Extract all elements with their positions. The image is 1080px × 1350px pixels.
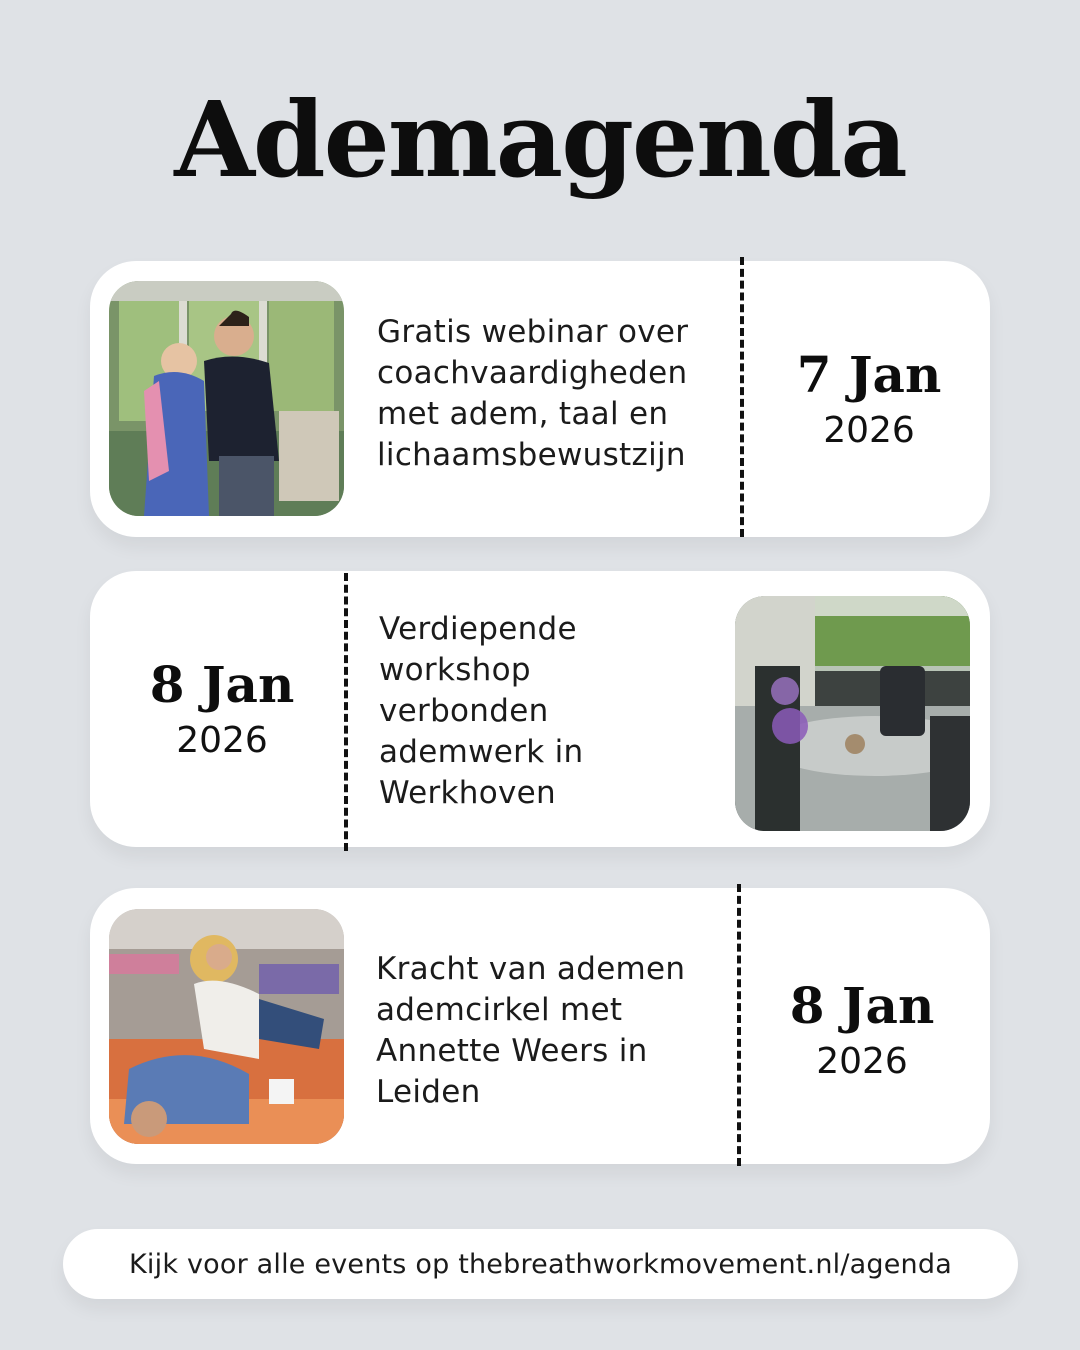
event-date-1: [749, 345, 989, 457]
dashed-divider: [737, 884, 741, 1166]
event-card-3[interactable]: [90, 888, 990, 1164]
event-card-1[interactable]: [90, 261, 990, 537]
event-photo-1: [109, 281, 344, 516]
event-date-3: [742, 976, 982, 1088]
dashed-divider: [344, 573, 348, 851]
dashed-divider: [740, 257, 744, 537]
date-day: 8 Jan: [789, 976, 935, 1035]
event-description-2: Verdiepende workshop verbonden ademwerk in Werkhoven: [379, 611, 584, 811]
date-year: 2026: [176, 720, 268, 761]
event-card-2[interactable]: [90, 571, 990, 847]
date-year: 2026: [823, 410, 915, 451]
event-description-1: Gratis webinar over coachvaardigheden met adem, taal en lichaamsbewustzijn: [377, 314, 689, 473]
event-photo-3: [109, 909, 344, 1144]
footer-link-banner[interactable]: [63, 1229, 1018, 1299]
event-description-3: Kracht van ademen ademcirkel met Annette Weers in Leiden: [376, 951, 686, 1110]
event-date-2: [102, 655, 342, 767]
page-title: Ademagenda: [174, 78, 906, 201]
footer-text[interactable]: Kijk voor alle events op thebreathworkmovement.nl/agenda: [129, 1248, 952, 1280]
date-day: 7 Jan: [796, 345, 942, 404]
event-photo-2: [735, 596, 970, 831]
date-day: 8 Jan: [149, 655, 295, 714]
date-year: 2026: [816, 1041, 908, 1082]
